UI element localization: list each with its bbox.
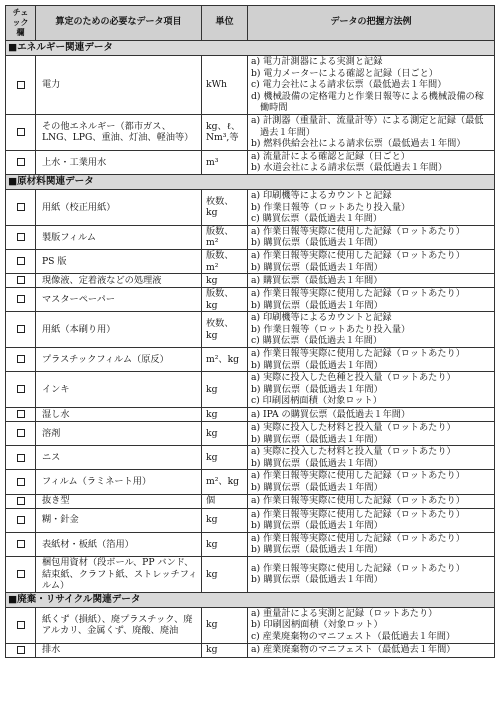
unit-cell: kWh <box>202 56 248 115</box>
method-line: c) 産業廃棄物のマニフェスト（最低過去１年間） <box>251 630 456 642</box>
checkbox[interactable] <box>17 257 25 265</box>
item-cell: 紙くず（損紙）、廃プラスチック、廃アルカリ、金属くず、廃酸、廃油 <box>36 607 202 643</box>
check-cell <box>6 494 36 508</box>
table-row <box>6 114 495 150</box>
method-line: a) 作業日報等実際に使用した記録（ロットあたり） <box>251 225 465 237</box>
check-cell <box>6 288 36 312</box>
item-cell: マスターペーパー <box>36 288 202 312</box>
unit-cell: kg <box>202 274 248 288</box>
checkbox[interactable] <box>17 410 25 418</box>
unit-cell: kg <box>202 607 248 643</box>
check-cell <box>6 422 36 446</box>
method-line: b) 印刷図柄面積（対象ロット） <box>251 619 383 631</box>
method-line: c) 印刷図柄面積（対象ロット） <box>251 395 382 407</box>
checkbox[interactable] <box>17 355 25 363</box>
unit-cell: m²、kg <box>202 348 248 372</box>
method-line: a) 計測器（重量計、流量計等）による測定と記録（最低過去１年間） <box>251 114 484 138</box>
method-cell <box>248 274 495 288</box>
method-line: b) 購買伝票（最低過去１年間） <box>251 359 383 371</box>
unit-cell: kg <box>202 446 248 470</box>
method-line: a) 作業日報等実際に使用した記録（ロットあたり） <box>251 508 465 520</box>
item-cell: その他エネルギー（都市ガス、LNG、LPG、重油、灯油、軽油等） <box>36 114 202 150</box>
section-header <box>6 174 495 189</box>
table-row <box>6 348 495 372</box>
method-line: a) 作業日報等実際に使用した記録（ロットあたり） <box>251 348 465 360</box>
table-row <box>6 408 495 422</box>
method-line: a) 電力計測器による実測と記録 <box>251 56 383 67</box>
header-item: 算定のための必要なデータ項目 <box>36 6 202 41</box>
method-line: b) 購買伝票（最低過去１年間） <box>251 383 383 395</box>
check-cell <box>6 408 36 422</box>
method-cell <box>248 114 495 150</box>
method-line: b) 購買伝票（最低過去１年間） <box>251 520 383 532</box>
section-title: ■廃棄・リサイクル関連データ <box>6 592 495 607</box>
method-cell <box>248 189 495 225</box>
method-line: a) 作業日報等実際に使用した記録（ロットあたり） <box>251 470 465 482</box>
checkbox[interactable] <box>17 621 25 629</box>
table-body <box>6 41 495 658</box>
method-line: b) 燃料供給会社による請求伝票（最低過去１年間） <box>251 138 466 150</box>
method-line: a) 購買伝票（最低過去１年間） <box>251 274 383 286</box>
unit-cell: kg <box>202 372 248 408</box>
method-cell <box>248 508 495 532</box>
check-cell <box>6 508 36 532</box>
table-row <box>6 288 495 312</box>
unit-cell: kg <box>202 532 248 556</box>
header-check: チェック欄 <box>6 6 36 41</box>
unit-cell: 枚数、kg <box>202 189 248 225</box>
item-cell: 湿し水 <box>36 408 202 422</box>
check-cell <box>6 532 36 556</box>
method-cell <box>248 288 495 312</box>
method-cell <box>248 312 495 348</box>
table-row <box>6 372 495 408</box>
header-method: データの把握方法例 <box>248 6 495 41</box>
unit-cell: 個 <box>202 494 248 508</box>
item-cell: プラスチックフィルム（原反） <box>36 348 202 372</box>
header-unit: 単位 <box>202 6 248 41</box>
unit-cell: kg <box>202 556 248 592</box>
method-line: a) 作業日報等実際に使用した記録（ロットあたり） <box>251 495 465 507</box>
item-cell: 梱包用資材（段ボール、PP バンド、結束紙、クラフト紙、ストレッチフィルム） <box>36 556 202 592</box>
item-cell: 用紙（本刷り用） <box>36 312 202 348</box>
table-row <box>6 470 495 494</box>
table-row <box>6 643 495 657</box>
item-cell: ニス <box>36 446 202 470</box>
checkbox[interactable] <box>17 128 25 136</box>
method-line: a) 実際に投入した色種と投入量（ロットあたり） <box>251 372 456 384</box>
section-title: ■原材料関連データ <box>6 174 495 189</box>
method-cell <box>248 56 495 115</box>
table-header <box>6 6 495 41</box>
item-cell: 排水 <box>36 643 202 657</box>
check-cell <box>6 114 36 150</box>
method-line: b) 購買伝票（最低過去１年間） <box>251 574 383 586</box>
method-line: b) 購買伝票（最低過去１年間） <box>251 482 383 493</box>
check-cell <box>6 556 36 592</box>
method-cell <box>248 150 495 174</box>
table-row <box>6 249 495 273</box>
method-cell <box>248 372 495 408</box>
checkbox[interactable] <box>17 497 25 505</box>
check-cell <box>6 150 36 174</box>
method-line: a) 作業日報等実際に使用した記録（ロットあたり） <box>251 562 465 574</box>
table-row <box>6 607 495 643</box>
method-line: d) 機械設備の定格電力と作業日報等による機械設備の稼働時間 <box>251 90 484 114</box>
section-title: ■エネルギー関連データ <box>6 41 495 56</box>
method-cell <box>248 408 495 422</box>
unit-cell: m²、kg <box>202 470 248 494</box>
unit-cell: kg <box>202 643 248 657</box>
method-line: a) 作業日報等実際に使用した記録（ロットあたり） <box>251 249 465 261</box>
check-cell <box>6 372 36 408</box>
method-line: a) 実際に投入した材料と投入量（ロットあたり） <box>251 422 456 434</box>
check-cell <box>6 446 36 470</box>
method-line: c) 購買伝票（最低過去１年間） <box>251 213 383 225</box>
checkbox[interactable] <box>17 325 25 333</box>
method-cell <box>248 494 495 508</box>
checkbox[interactable] <box>17 540 25 548</box>
unit-cell: 版数、m² <box>202 225 248 249</box>
item-cell: フィルム（ラミネート用） <box>36 470 202 494</box>
item-cell: インキ <box>36 372 202 408</box>
data-items-table <box>5 5 495 658</box>
checkbox[interactable] <box>17 646 25 654</box>
unit-cell: m³ <box>202 150 248 174</box>
check-cell <box>6 607 36 643</box>
item-cell: 用紙（校正用紙） <box>36 189 202 225</box>
check-cell <box>6 56 36 115</box>
item-cell: 上水・工業用水 <box>36 150 202 174</box>
table-row <box>6 150 495 174</box>
checkbox[interactable] <box>17 454 25 462</box>
table-row <box>6 274 495 288</box>
table-row <box>6 189 495 225</box>
check-cell <box>6 348 36 372</box>
check-cell <box>6 470 36 494</box>
table-row <box>6 508 495 532</box>
method-line: a) 実際に投入した材料と投入量（ロットあたり） <box>251 446 456 458</box>
check-cell <box>6 249 36 273</box>
section-header <box>6 592 495 607</box>
method-cell <box>248 556 495 592</box>
method-line: a) 印刷機等によるカウントと記録 <box>251 312 392 324</box>
section-header <box>6 41 495 56</box>
check-cell <box>6 274 36 288</box>
method-line: a) 流量計による確認と記録（日ごと） <box>251 150 410 162</box>
method-cell <box>248 532 495 556</box>
method-cell <box>248 643 495 657</box>
item-cell: 製版フィルム <box>36 225 202 249</box>
table-row <box>6 494 495 508</box>
method-cell <box>248 422 495 446</box>
method-line: b) 購買伝票（最低過去１年間） <box>251 433 383 445</box>
table-row <box>6 422 495 446</box>
item-cell: 糊・針金 <box>36 508 202 532</box>
method-line: a) 産業廃棄物のマニフェスト（最低過去１年間） <box>251 644 456 656</box>
checkbox[interactable] <box>17 158 25 166</box>
method-cell <box>248 446 495 470</box>
unit-cell: kg、ℓ、Nm³,等 <box>202 114 248 150</box>
table-row <box>6 446 495 470</box>
method-cell <box>248 607 495 643</box>
check-cell <box>6 225 36 249</box>
method-line: b) 電力メーターによる確認と記録（日ごと） <box>251 67 438 79</box>
table-row <box>6 312 495 348</box>
unit-cell: kg <box>202 508 248 532</box>
method-line: a) 重量計による実測と記録（ロットあたり） <box>251 607 438 619</box>
checkbox[interactable] <box>17 81 25 89</box>
table-row <box>6 225 495 249</box>
unit-cell: kg <box>202 422 248 446</box>
checkbox[interactable] <box>17 429 25 437</box>
check-cell <box>6 189 36 225</box>
checkbox[interactable] <box>17 570 25 578</box>
table-row <box>6 532 495 556</box>
check-cell <box>6 643 36 657</box>
table-row <box>6 556 495 592</box>
checkbox[interactable] <box>17 276 25 284</box>
method-cell <box>248 225 495 249</box>
checkbox[interactable] <box>17 233 25 241</box>
method-line: a) 作業日報等実際に使用した記録（ロットあたり） <box>251 288 465 300</box>
unit-cell: 枚数、kg <box>202 312 248 348</box>
method-cell <box>248 470 495 494</box>
method-line: a) IPA の購買伝票（最低過去１年間） <box>251 408 411 420</box>
unit-cell: 版数、kg <box>202 288 248 312</box>
table-row <box>6 56 495 115</box>
method-line: b) 購買伝票（最低過去１年間） <box>251 261 383 273</box>
method-cell <box>248 249 495 273</box>
method-line: c) 購買伝票（最低過去１年間） <box>251 335 383 347</box>
checkbox[interactable] <box>17 516 25 524</box>
item-cell: 抜き型 <box>36 494 202 508</box>
item-cell: PS 版 <box>36 249 202 273</box>
item-cell: 現像液、定着液などの処理液 <box>36 274 202 288</box>
method-line: b) 購買伝票（最低過去１年間） <box>251 457 383 469</box>
method-line: a) 印刷機等によるカウントと記録 <box>251 189 392 201</box>
checkbox[interactable] <box>17 385 25 393</box>
method-line: a) 作業日報等実際に使用した記録（ロットあたり） <box>251 532 465 544</box>
method-line: b) 水道会社による請求伝票（最低過去１年間） <box>251 162 448 174</box>
check-cell <box>6 312 36 348</box>
method-cell <box>248 348 495 372</box>
checkbox[interactable] <box>17 203 25 211</box>
method-line: c) 電力会社による請求伝票（最低過去１年間） <box>251 79 447 91</box>
unit-cell: kg <box>202 408 248 422</box>
method-line: b) 購買伝票（最低過去１年間） <box>251 237 383 249</box>
unit-cell: 版数、m² <box>202 249 248 273</box>
method-line: b) 作業日報等（ロットあたり投入量） <box>251 323 411 335</box>
item-cell: 溶剤 <box>36 422 202 446</box>
method-line: b) 購買伝票（最低過去１年間） <box>251 299 383 311</box>
item-cell: 電力 <box>36 56 202 115</box>
checkbox[interactable] <box>17 295 25 303</box>
checkbox[interactable] <box>17 478 25 486</box>
item-cell: 表紙材・板紙（箔用） <box>36 532 202 556</box>
method-line: b) 購買伝票（最低過去１年間） <box>251 544 383 556</box>
method-line: b) 作業日報等（ロットあたり投入量） <box>251 201 411 213</box>
